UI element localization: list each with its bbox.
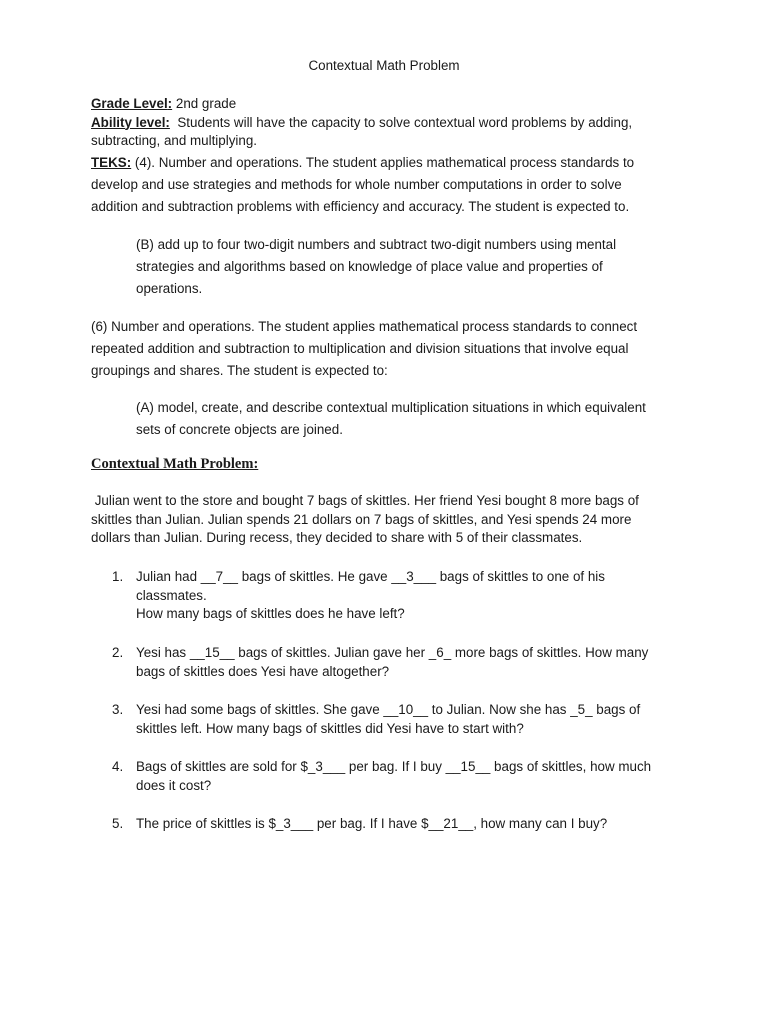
standard-six-a-line-1: (A) model, create, and describe contextual multiplication situations in which equivalent (136, 400, 646, 415)
standard-six-line-3: groupings and shares. The student is expected to: (91, 363, 388, 378)
question-3-line-2: skittles left. How many bags of skittles did Yesi have to start with? (136, 720, 524, 736)
teks-b-line-1: (B) add up to four two-digit numbers and subtract two-digit numbers using mental (136, 237, 617, 252)
question-number: 1. (112, 569, 124, 584)
question-text (136, 644, 676, 681)
grade-level-label: Grade Level (91, 96, 168, 111)
question-5-line-1: The price of skittles is $_3___ per bag. If I have $__21__, how many can I buy? (136, 816, 608, 831)
standard-six-a-block (136, 397, 684, 441)
teks-line-3: addition and subtraction problems with efficiency and accuracy. The student is expected to. (91, 199, 630, 214)
question-1-line-3: How many bags of skittles does he have left? (136, 606, 405, 621)
teks-line-2: develop and use strategies and methods for whole number computations in order to solve (91, 177, 622, 192)
teks-text-1: (4). Number and operations. The student applies mathematical process standards to (134, 155, 635, 170)
story-block (91, 492, 681, 548)
grade-level-line (91, 95, 681, 114)
question-number: 5. (112, 816, 124, 831)
question-1-line-2: classmates. (136, 587, 207, 603)
ability-level-text-1: Students will have the capacity to solve contextual word problems by adding, (177, 114, 633, 130)
question-2-line-1: Yesi has __15__ bags of skittles. Julian gave her _6_ more bags of skittles. How many (136, 645, 649, 660)
standard-six-line-2: repeated addition and subtraction to multiplication and division situations that involve equal (91, 341, 629, 356)
question-1-line-1: Julian had __7__ bags of skittles. He gave __3___ bags of skittles to one of his (136, 569, 605, 584)
question-text (136, 815, 676, 834)
teks-label: TEKS: (91, 155, 132, 170)
grade-level-colon: : (167, 96, 173, 111)
story-line-3: dollars than Julian. During recess, they decided to share with 5 of their classmates. (91, 530, 583, 545)
standard-six-line-1: (6) Number and operations. The student applies mathematical process standards to connect (91, 319, 638, 334)
teks-b-line-2: strategies and algorithms based on knowledge of place value and properties of (136, 259, 603, 274)
question-number: 4. (112, 759, 124, 774)
question-4-line-2: does it cost? (136, 777, 212, 793)
ability-level-label: Ability level: (91, 114, 170, 130)
header-info (91, 95, 681, 151)
problem-heading: Contextual Math Problem: (91, 456, 259, 472)
question-3-line-1: Yesi had some bags of skittles. She gave __10__ to Julian. Now she has _5_ bags of (136, 702, 641, 717)
question-text (136, 701, 676, 738)
teks-line-1 (91, 152, 681, 174)
question-text (136, 758, 676, 795)
story-line-1: Julian went to the store and bought 7 bags of skittles. Her friend Yesi bought 8 more bags of (91, 493, 639, 508)
question-4-line-1: Bags of skittles are sold for $_3___ per bag. If I buy __15__ bags of skittles, how much (136, 759, 652, 774)
question-text (136, 568, 676, 624)
teks-b-line-3: operations. (136, 281, 203, 296)
grade-level-value: 2nd grade (175, 96, 237, 111)
question-number: 3. (112, 702, 124, 717)
teks-block (91, 152, 681, 218)
ability-level-line-2: subtracting, and multiplying. (91, 133, 257, 148)
ability-level-line-1 (91, 114, 681, 133)
question-number: 2. (112, 645, 124, 660)
standard-six-block (91, 316, 681, 382)
story-line-2: skittles than Julian. Julian spends 21 dollars on 7 bags of skittles, and Yesi spends 24 more (91, 511, 632, 527)
document-title: Contextual Math Problem (308, 58, 460, 73)
teks-b-block (136, 234, 684, 300)
standard-six-a-line-2: sets of concrete objects are joined. (136, 422, 343, 437)
question-2-line-2: bags of skittles does Yesi have altogether? (136, 663, 390, 679)
